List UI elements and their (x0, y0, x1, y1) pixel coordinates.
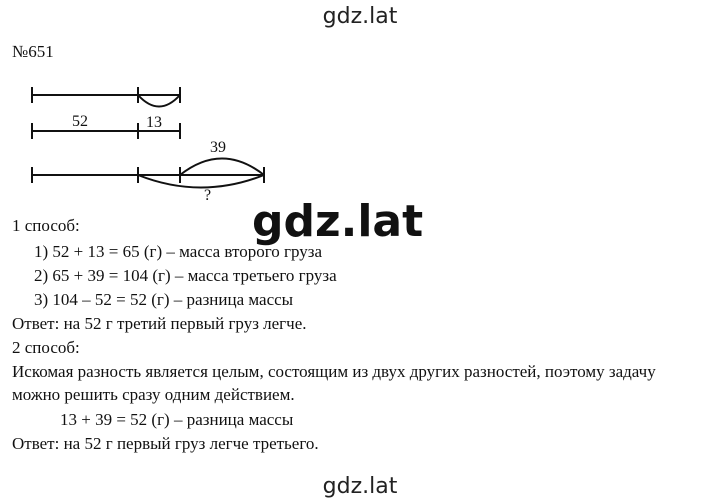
method1-step-3: 3) 104 – 52 = 52 (г) – разница массы (34, 290, 294, 309)
watermark-center: gdz.lat (248, 196, 427, 247)
method1-step-2: 2) 65 + 39 = 104 (г) – масса третьего груза (34, 266, 337, 285)
method2-answer: Ответ: на 52 г первый груз легче третьего. (12, 434, 319, 453)
method2-text-line1: Искомая разность является целым, состоящим из двух других разностей, поэтому задачу (12, 362, 656, 381)
label-13: 13 (146, 114, 162, 131)
label-52: 52 (72, 113, 88, 130)
method2-formula: 13 + 39 = 52 (г) – разница массы (60, 410, 294, 429)
label-39: 39 (210, 139, 226, 156)
segment-diagram (0, 0, 720, 210)
method2-text-line2: можно решить сразу одним действием. (12, 385, 295, 404)
brace-arc-13 (138, 95, 180, 107)
method2-title: 2 способ: (12, 338, 80, 357)
method1-answer: Ответ: на 52 г третий первый груз легче. (12, 314, 307, 333)
brace-arc-question (138, 175, 264, 188)
method1-step-1: 1) 52 + 13 = 65 (г) – масса второго груза (34, 242, 323, 261)
watermark-top: gdz.lat (322, 4, 398, 29)
watermark-bottom: gdz.lat (322, 474, 398, 499)
task-number: №651 (12, 42, 54, 61)
label-question: ? (204, 187, 212, 204)
brace-arc-39 (180, 159, 264, 176)
method1-title: 1 способ: (12, 216, 80, 235)
